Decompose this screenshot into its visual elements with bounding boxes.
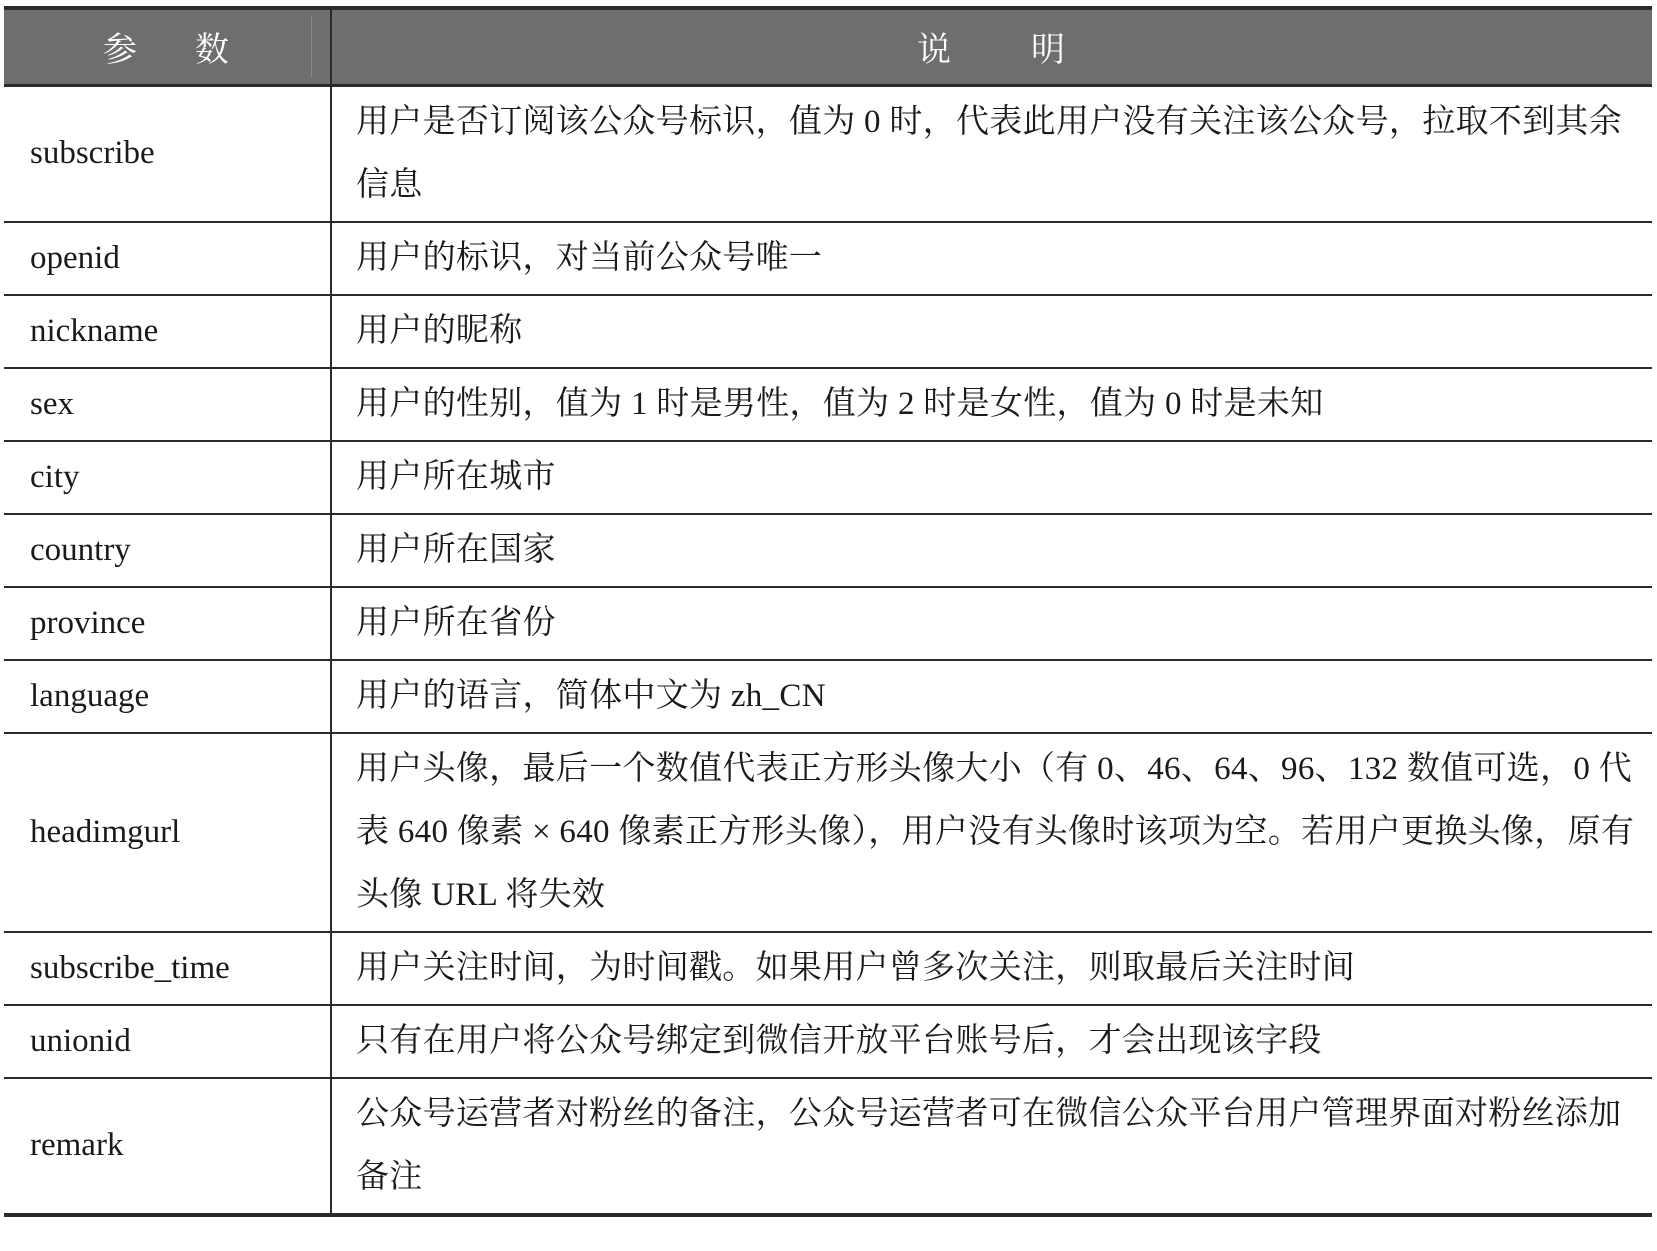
table-body xyxy=(4,85,1652,1215)
desc-cell: 用户所在城市 xyxy=(331,441,1652,514)
param-cell: sex xyxy=(4,368,331,441)
desc-cell: 用户的语言，简体中文为 zh_CN xyxy=(331,660,1652,733)
desc-cell: 用户是否订阅该公众号标识，值为 0 时，代表此用户没有关注该公众号，拉取不到其余信息 xyxy=(331,85,1652,222)
param-cell: unionid xyxy=(4,1005,331,1078)
table-row xyxy=(4,1078,1652,1215)
param-cell: language xyxy=(4,660,331,733)
desc-cell: 用户所在省份 xyxy=(331,587,1652,660)
table-row xyxy=(4,587,1652,660)
param-cell: headimgurl xyxy=(4,733,331,932)
param-cell: province xyxy=(4,587,331,660)
param-cell: nickname xyxy=(4,295,331,368)
desc-cell: 只有在用户将公众号绑定到微信开放平台账号后，才会出现该字段 xyxy=(331,1005,1652,1078)
param-cell: country xyxy=(4,514,331,587)
table-row xyxy=(4,1005,1652,1078)
desc-cell: 用户关注时间，为时间戳。如果用户曾多次关注，则取最后关注时间 xyxy=(331,932,1652,1005)
parameter-table xyxy=(4,6,1652,1217)
desc-cell: 用户所在国家 xyxy=(331,514,1652,587)
header-param xyxy=(4,8,331,85)
param-cell: subscribe xyxy=(4,85,331,222)
table-row xyxy=(4,514,1652,587)
header-desc-char-2: 明 xyxy=(1031,32,1067,70)
param-cell: subscribe_time xyxy=(4,932,331,1005)
header-desc-char-1: 说 xyxy=(917,32,953,70)
desc-cell: 用户的标识，对当前公众号唯一 xyxy=(331,222,1652,295)
table-row xyxy=(4,660,1652,733)
param-cell: remark xyxy=(4,1078,331,1215)
parameter-table-container xyxy=(4,6,1652,1217)
desc-cell: 公众号运营者对粉丝的备注，公众号运营者可在微信公众平台用户管理界面对粉丝添加备注 xyxy=(331,1078,1652,1215)
table-row xyxy=(4,368,1652,441)
desc-cell: 用户的性别，值为 1 时是男性，值为 2 时是女性，值为 0 时是未知 xyxy=(331,368,1652,441)
header-row xyxy=(4,8,1652,85)
table-row xyxy=(4,85,1652,222)
param-cell: city xyxy=(4,441,331,514)
table-row xyxy=(4,295,1652,368)
header-param-char-2: 数 xyxy=(195,32,231,70)
table-row xyxy=(4,441,1652,514)
desc-cell: 用户的昵称 xyxy=(331,295,1652,368)
header-desc xyxy=(331,8,1652,85)
header-param-char-1: 参 xyxy=(103,32,139,70)
param-cell: openid xyxy=(4,222,331,295)
table-row xyxy=(4,932,1652,1005)
desc-cell: 用户头像，最后一个数值代表正方形头像大小（有 0、46、64、96、132 数值可选，0 代表 640 像素 × 640 像素正方形头像），用户没有头像时该项为空。若用户更换头像，原有头像 URL 将失效 xyxy=(331,733,1652,932)
table-row xyxy=(4,733,1652,932)
table-row xyxy=(4,222,1652,295)
table-header xyxy=(4,8,1652,85)
